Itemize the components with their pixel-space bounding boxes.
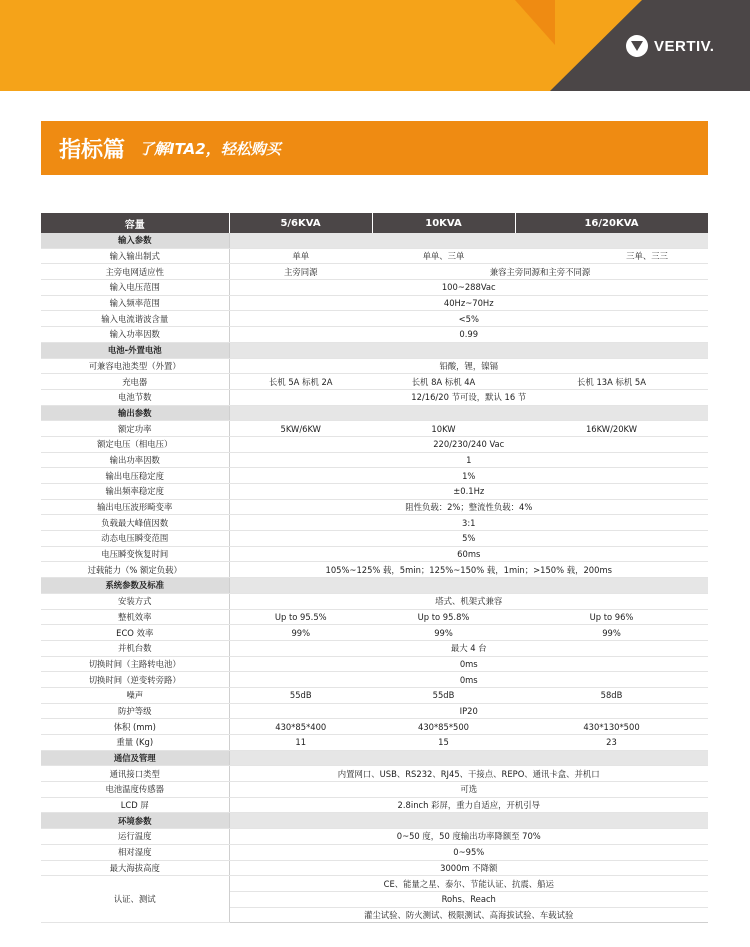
table-row <box>41 609 708 625</box>
table-row <box>41 546 708 562</box>
section-row-input <box>41 233 708 248</box>
header-capacity: 容量 <box>41 213 229 233</box>
table-row <box>41 735 708 751</box>
cell: 2.8inch 彩屏，重力自适应，开机引导 <box>229 797 708 813</box>
cell: 灌尘试验、防火测试、极限测试、高海拔试验、车载试验 <box>229 907 708 923</box>
section-row-battery <box>41 342 708 358</box>
cell: 长机 5A 标机 2A <box>229 374 372 390</box>
table-row <box>41 264 708 280</box>
cell: 3:1 <box>229 515 708 531</box>
row-label: 输入功率因数 <box>41 327 229 343</box>
cell: 0~95% <box>229 844 708 860</box>
cell: 0ms <box>229 656 708 672</box>
banner-subtitle: 了解ITA2，轻松购买 <box>139 139 281 158</box>
table-header-row <box>41 213 708 233</box>
spec-table <box>41 213 709 923</box>
table-row <box>41 531 708 547</box>
section-label: 输出参数 <box>41 405 229 421</box>
table-row <box>41 421 708 437</box>
row-label: 重量 (Kg) <box>41 735 229 751</box>
row-label: 运行温度 <box>41 829 229 845</box>
vertiv-logo <box>626 35 714 57</box>
row-label: 输入频率范围 <box>41 295 229 311</box>
row-label: 主旁电网适应性 <box>41 264 229 280</box>
row-label: 充电器 <box>41 374 229 390</box>
cell: 内置网口、USB、RS232、RJ45、干接点、REPO、通讯卡盒、并机口 <box>229 766 708 782</box>
row-label: 输入电流谐波含量 <box>41 311 229 327</box>
cell: 5KW/6KW <box>229 421 372 437</box>
cell: 兼容主旁同源和主旁不同源 <box>372 264 708 280</box>
row-label: 输出电压波形畸变率 <box>41 499 229 515</box>
table-row <box>41 248 708 264</box>
row-label: 输入输出制式 <box>41 248 229 264</box>
cell: 430*130*500 <box>515 719 708 735</box>
table-row <box>41 562 708 578</box>
table-row <box>41 593 708 609</box>
cell: CE、能量之星、泰尔、节能认证、抗震、船运 <box>229 876 708 892</box>
table-row <box>41 719 708 735</box>
header-accent <box>515 0 555 45</box>
logo-text: VERTIV. <box>654 37 715 55</box>
header-5-6kva: 5/6KVA <box>229 213 372 233</box>
row-label: 过载能力（% 额定负载） <box>41 562 229 578</box>
row-label: 体积 (mm) <box>41 719 229 735</box>
banner-title: 指标篇 <box>59 137 126 163</box>
table-row <box>41 358 708 374</box>
row-label: 整机效率 <box>41 609 229 625</box>
cell: 60ms <box>229 546 708 562</box>
row-label: 输出功率因数 <box>41 452 229 468</box>
row-label: 输入电压范围 <box>41 280 229 296</box>
cell: 塔式、机架式兼容 <box>229 593 708 609</box>
row-label: ECO 效率 <box>41 625 229 641</box>
row-label: 并机台数 <box>41 640 229 656</box>
cell: IP20 <box>229 703 708 719</box>
row-label: LCD 屏 <box>41 797 229 813</box>
row-label: 最大海拔高度 <box>41 860 229 876</box>
table-row <box>41 782 708 798</box>
cell: 1% <box>229 468 708 484</box>
cell: 3000m 不降额 <box>229 860 708 876</box>
cell: 单单、三单 <box>372 248 515 264</box>
table-row <box>41 640 708 656</box>
row-label: 安装方式 <box>41 593 229 609</box>
table-row <box>41 829 708 845</box>
cell: 0.99 <box>229 327 708 343</box>
header-bar <box>0 0 750 91</box>
cell: 23 <box>515 735 708 751</box>
table-row <box>41 389 708 405</box>
table-row <box>41 766 708 782</box>
cell: 105%~125% 载，5min；125%~150% 载，1min；>150% 载，200ms <box>229 562 708 578</box>
table-row <box>41 672 708 688</box>
table-row <box>41 687 708 703</box>
cell: 99% <box>229 625 372 641</box>
table-row <box>41 280 708 296</box>
section-row-env <box>41 813 708 829</box>
cell: 430*85*400 <box>229 719 372 735</box>
cell: 0ms <box>229 672 708 688</box>
table-row <box>41 468 708 484</box>
row-label: 输出电压稳定度 <box>41 468 229 484</box>
row-label: 防护等级 <box>41 703 229 719</box>
section-label: 通信及管理 <box>41 750 229 766</box>
cell: 55dB <box>372 687 515 703</box>
row-label: 输出频率稳定度 <box>41 484 229 500</box>
cell: 99% <box>372 625 515 641</box>
section-banner <box>41 121 708 175</box>
table-row <box>41 797 708 813</box>
cell: 15 <box>372 735 515 751</box>
header-10kva: 10KVA <box>372 213 515 233</box>
cell: 12/16/20 节可设，默认 16 节 <box>229 389 708 405</box>
cell: 55dB <box>229 687 372 703</box>
cell: 16KW/20KW <box>515 421 708 437</box>
section-label: 输入参数 <box>41 233 229 248</box>
cell: Up to 95.8% <box>372 609 515 625</box>
row-label: 额定电压（相电压） <box>41 436 229 452</box>
section-label: 系统参数及标准 <box>41 578 229 594</box>
cell: 主旁同源 <box>229 264 372 280</box>
cell: Rohs、Reach <box>229 891 708 907</box>
table-row <box>41 860 708 876</box>
cell: 11 <box>229 735 372 751</box>
cell: 5% <box>229 531 708 547</box>
section-label: 电池-外置电池 <box>41 342 229 358</box>
table-row <box>41 703 708 719</box>
cell: 铅酸，锂，镍镉 <box>229 358 708 374</box>
table-row <box>41 295 708 311</box>
section-row-comm <box>41 750 708 766</box>
table-row <box>41 311 708 327</box>
section-row-output <box>41 405 708 421</box>
table-row <box>41 625 708 641</box>
row-label: 动态电压瞬变范围 <box>41 531 229 547</box>
table-row <box>41 327 708 343</box>
cell: 0~50 度，50 度输出功率降额至 70% <box>229 829 708 845</box>
section-label: 环境参数 <box>41 813 229 829</box>
cell: 58dB <box>515 687 708 703</box>
row-label: 切换时间（逆变转旁路） <box>41 672 229 688</box>
table-row <box>41 452 708 468</box>
cell: 单单 <box>229 248 372 264</box>
table-row <box>41 656 708 672</box>
cell: 1 <box>229 452 708 468</box>
table-row <box>41 499 708 515</box>
cell: 长机 13A 标机 5A <box>515 374 708 390</box>
row-label: 负载最大峰值因数 <box>41 515 229 531</box>
row-label: 通讯接口类型 <box>41 766 229 782</box>
cell: 可选 <box>229 782 708 798</box>
vertiv-logo-icon <box>626 35 648 57</box>
cell: 100~288Vac <box>229 280 708 296</box>
cell: 阻性负载：2%；整流性负载：4% <box>229 499 708 515</box>
table-row <box>41 515 708 531</box>
header-16-20kva: 16/20KVA <box>515 213 708 233</box>
row-label: 相对湿度 <box>41 844 229 860</box>
section-row-system <box>41 578 708 594</box>
table-row <box>41 484 708 500</box>
table-row <box>41 436 708 452</box>
cell: 长机 8A 标机 4A <box>372 374 515 390</box>
row-label: 认证、测试 <box>41 876 229 923</box>
cell: 10KW <box>372 421 515 437</box>
cell: 430*85*500 <box>372 719 515 735</box>
cell: 最大 4 台 <box>229 640 708 656</box>
cell: ±0.1Hz <box>229 484 708 500</box>
row-label: 电池温度传感器 <box>41 782 229 798</box>
table-row <box>41 374 708 390</box>
row-label: 可兼容电池类型（外置） <box>41 358 229 374</box>
cell: <5% <box>229 311 708 327</box>
row-label: 额定功率 <box>41 421 229 437</box>
table-row <box>41 876 708 892</box>
row-label: 切换时间（主路转电池） <box>41 656 229 672</box>
row-label: 电压瞬变恢复时间 <box>41 546 229 562</box>
row-label: 电池节数 <box>41 389 229 405</box>
cell: Up to 96% <box>515 609 708 625</box>
cell: Up to 95.5% <box>229 609 372 625</box>
cell: 40Hz~70Hz <box>229 295 708 311</box>
table-row <box>41 844 708 860</box>
cell: 三单、三三 <box>515 248 708 264</box>
cell: 220/230/240 Vac <box>229 436 708 452</box>
row-label: 噪声 <box>41 687 229 703</box>
cell: 99% <box>515 625 708 641</box>
